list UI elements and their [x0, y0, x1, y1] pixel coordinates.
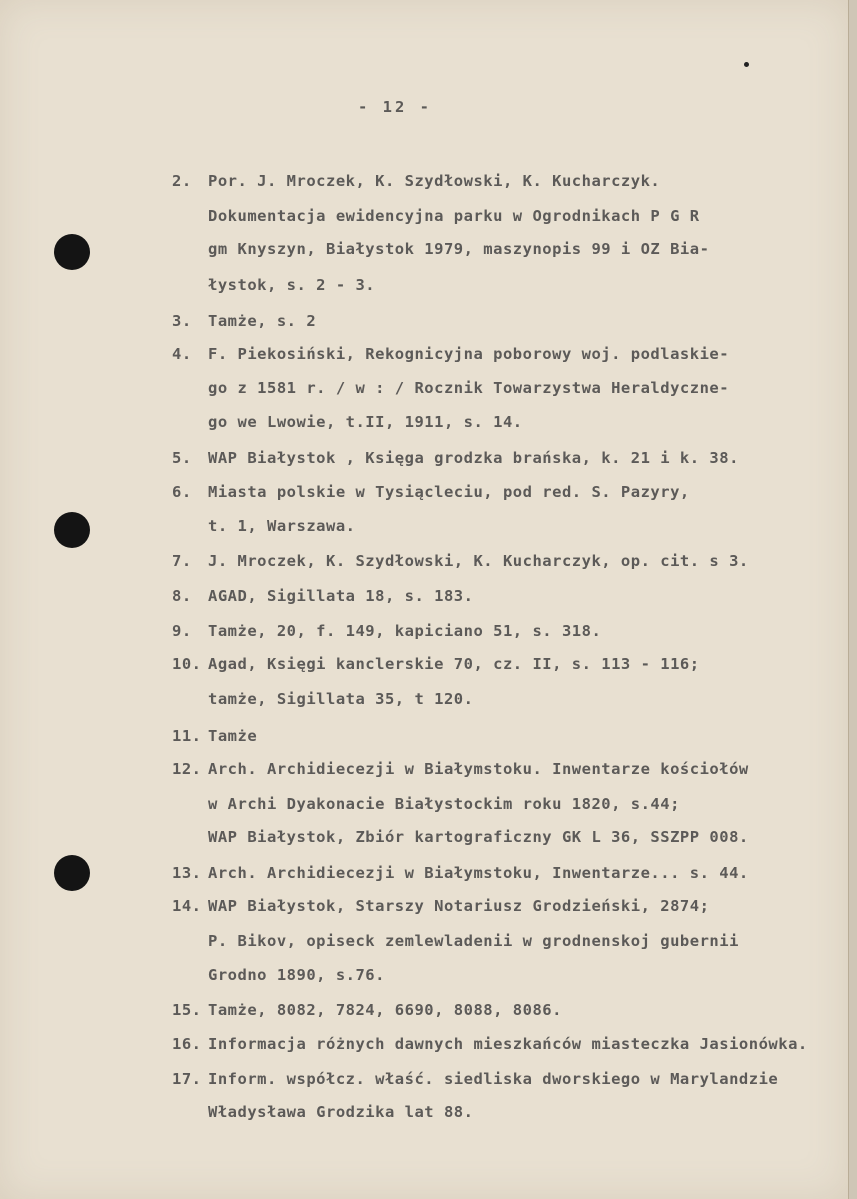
- footnote-text: Władysława Grodzika lat 88.: [208, 1103, 474, 1121]
- footnote-number: 12.: [172, 760, 202, 778]
- footnote-entry: [172, 345, 729, 363]
- footnote-text: WAP Białystok, Zbiór kartograficzny GK L 36, SSZPP 008.: [208, 828, 749, 846]
- footnote-number: 11.: [172, 727, 202, 745]
- footnote-continuation: [172, 276, 375, 294]
- footnote-text: tamże, Sigillata 35, t 120.: [208, 690, 474, 708]
- footnote-text: P. Bikov, opiseck zemlewladenii w grodnenskoj gubernii: [208, 932, 739, 950]
- footnote-entry: [172, 760, 749, 778]
- footnote-number: 9.: [172, 622, 192, 640]
- footnote-entry: [172, 1035, 808, 1053]
- punch-hole-bottom: [54, 855, 90, 891]
- footnote-continuation: [172, 207, 700, 225]
- footnote-entry: [172, 552, 749, 570]
- footnote-entry: [172, 483, 690, 501]
- footnote-text: go z 1581 r. / w : / Rocznik Towarzystwa Heraldyczne-: [208, 379, 730, 397]
- footnote-text: Por. J. Mroczek, K. Szydłowski, K. Kucharczyk.: [208, 172, 661, 190]
- footnote-entry: [172, 312, 316, 330]
- footnote-text: Tamże: [208, 727, 258, 745]
- footnote-number: 16.: [172, 1035, 202, 1053]
- footnote-number: 10.: [172, 655, 202, 673]
- footnote-number: 14.: [172, 897, 202, 915]
- footnote-text: AGAD, Sigillata 18, s. 183.: [208, 587, 474, 605]
- footnote-text: t. 1, Warszawa.: [208, 517, 356, 535]
- footnote-text: J. Mroczek, K. Szydłowski, K. Kucharczyk, op. cit. s 3.: [208, 552, 749, 570]
- footnote-continuation: [172, 966, 385, 984]
- footnote-entry: [172, 897, 709, 915]
- footnote-text: Grodno 1890, s.76.: [208, 966, 385, 984]
- footnote-number: 8.: [172, 587, 192, 605]
- footnote-text: łystok, s. 2 - 3.: [208, 276, 376, 294]
- footnote-text: Agad, Księgi kanclerskie 70, cz. II, s. 113 - 116;: [208, 655, 700, 673]
- footnote-text: gm Knyszyn, Białystok 1979, maszynopis 99 i OZ Bia-: [208, 240, 710, 258]
- footnote-text: Miasta polskie w Tysiącleciu, pod red. S. Pazyry,: [208, 483, 690, 501]
- footnote-entry: [172, 1070, 778, 1088]
- punch-hole-middle: [54, 512, 90, 548]
- footnote-number: 15.: [172, 1001, 202, 1019]
- footnote-number: 2.: [172, 172, 192, 190]
- footnote-text: F. Piekosiński, Rekognicyjna poborowy woj. podlaskie-: [208, 345, 730, 363]
- footnote-text: go we Lwowie, t.II, 1911, s. 14.: [208, 413, 523, 431]
- footnote-number: 6.: [172, 483, 192, 501]
- footnote-text: Tamże, 8082, 7824, 6690, 8088, 8086.: [208, 1001, 562, 1019]
- footnote-text: Tamże, s. 2: [208, 312, 317, 330]
- footnote-entry: [172, 655, 700, 673]
- footnote-text: Tamże, 20, f. 149, kapiciano 51, s. 318.: [208, 622, 602, 640]
- footnote-continuation: [172, 1103, 473, 1121]
- footnote-entry: [172, 622, 601, 640]
- footnote-continuation: [172, 932, 739, 950]
- footnote-text: Dokumentacja ewidencyjna parku w Ogrodnikach P G R: [208, 207, 700, 225]
- footnote-continuation: [172, 795, 680, 813]
- footnote-number: 3.: [172, 312, 192, 330]
- footnote-entry: [172, 449, 739, 467]
- footnote-text: WAP Białystok, Starszy Notariusz Grodzieński, 2874;: [208, 897, 710, 915]
- footnote-number: 4.: [172, 345, 192, 363]
- footnote-text: Arch. Archidiecezji w Białymstoku. Inwentarze kościołów: [208, 760, 749, 778]
- ink-dot: [744, 62, 749, 67]
- footnote-text: WAP Białystok , Księga grodzka brańska, k. 21 i k. 38.: [208, 449, 739, 467]
- footnote-continuation: [172, 379, 729, 397]
- footnote-continuation: [172, 517, 355, 535]
- footnote-text: Arch. Archidiecezji w Białymstoku, Inwentarze... s. 44.: [208, 864, 749, 882]
- footnote-continuation: [172, 828, 749, 846]
- footnote-continuation: [172, 240, 709, 258]
- footnote-entry: [172, 864, 749, 882]
- footnote-text: Informacja różnych dawnych mieszkańców miasteczka Jasionówka.: [208, 1035, 808, 1053]
- footnote-entry: [172, 172, 660, 190]
- punch-hole-top: [54, 234, 90, 270]
- footnote-entry: [172, 1001, 562, 1019]
- footnote-number: 5.: [172, 449, 192, 467]
- footnote-entry: [172, 727, 257, 745]
- footnote-text: w Archi Dyakonacie Białystockim roku 1820, s.44;: [208, 795, 680, 813]
- footnote-continuation: [172, 413, 523, 431]
- page-number: - 12 -: [358, 98, 432, 116]
- footnote-number: 13.: [172, 864, 202, 882]
- footnote-continuation: [172, 690, 473, 708]
- footnote-text: Inform. współcz. właść. siedliska dworskiego w Marylandzie: [208, 1070, 779, 1088]
- footnote-number: 17.: [172, 1070, 202, 1088]
- footnote-entry: [172, 587, 473, 605]
- footnote-number: 7.: [172, 552, 192, 570]
